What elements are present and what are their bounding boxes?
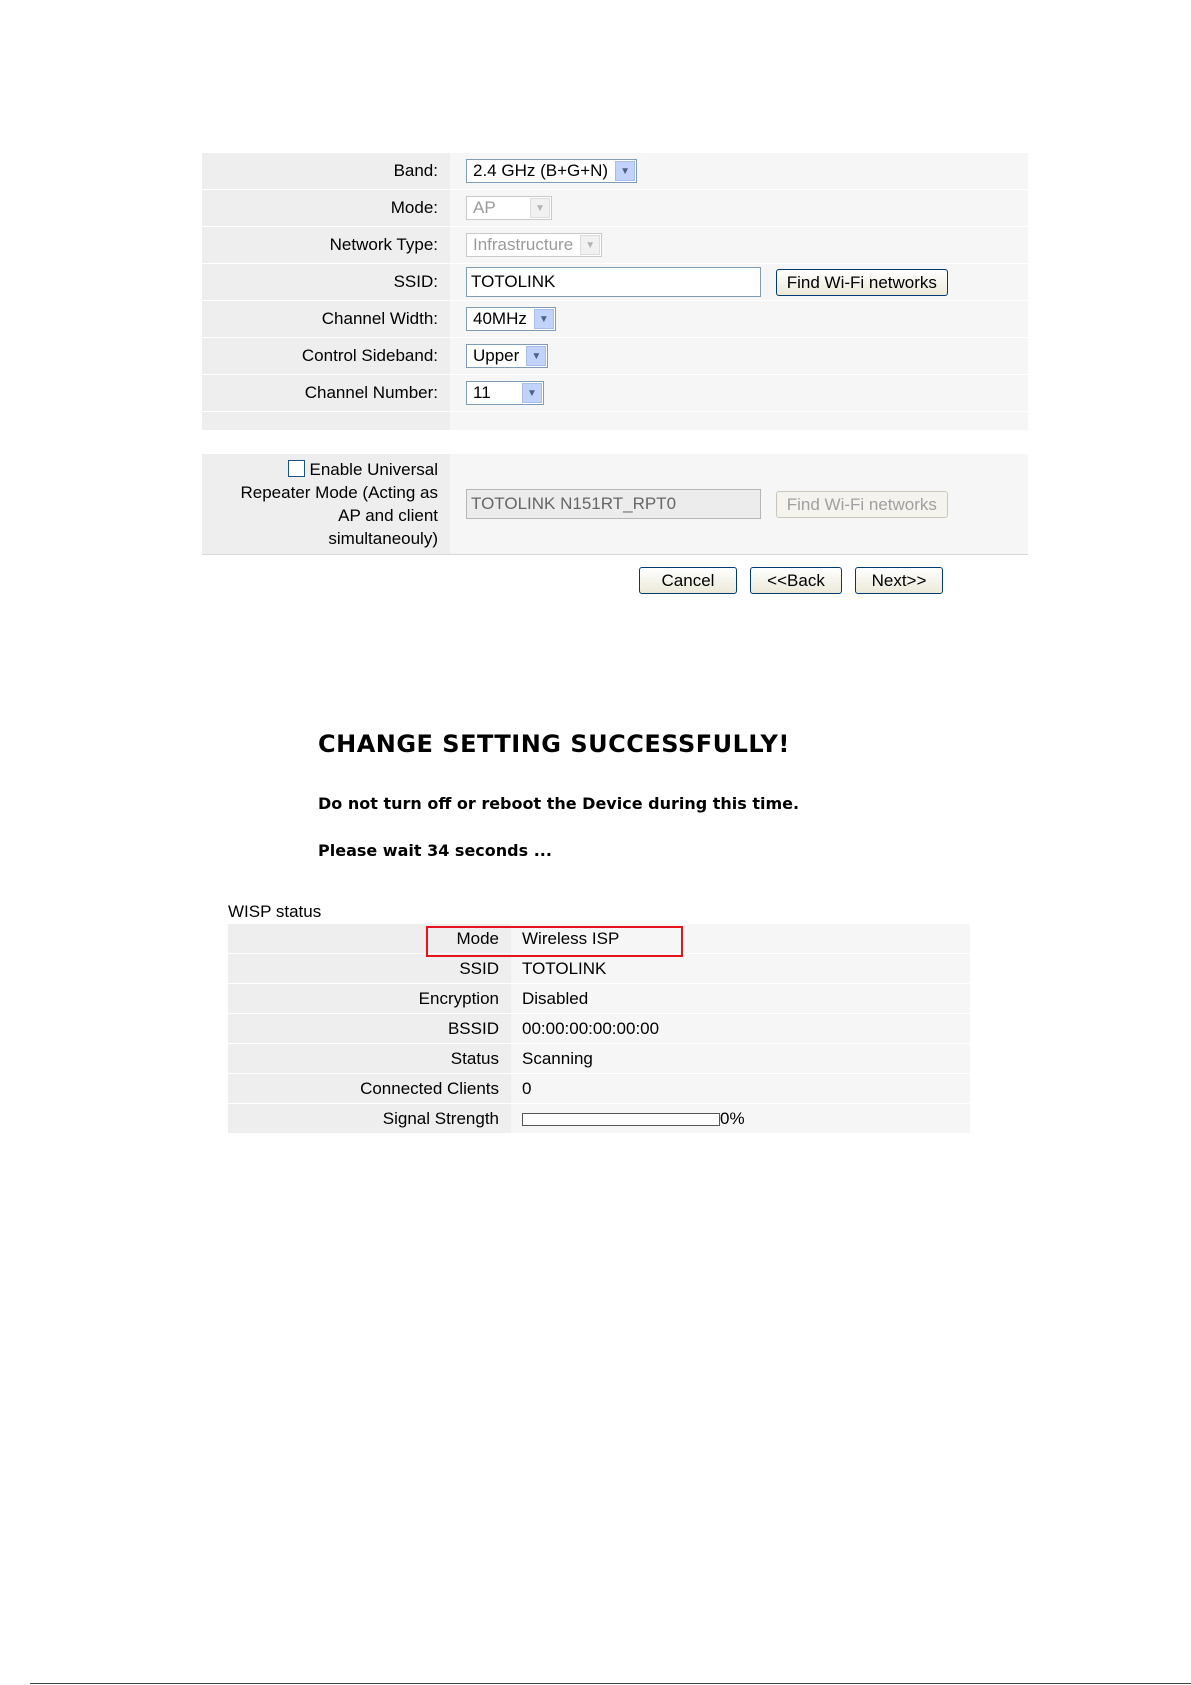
channel-number-row (202, 375, 1028, 412)
chevron-down-icon: ▼ (530, 198, 550, 218)
channel-width-select-value: 40MHz (473, 309, 527, 328)
wisp-status-row (228, 954, 970, 984)
mode-label: Mode: (202, 190, 450, 227)
repeater-label-line3: AP and client (338, 506, 438, 525)
chevron-down-icon: ▼ (522, 383, 542, 403)
back-button[interactable]: <<Back (750, 567, 842, 594)
control-sideband-select-value: Upper (473, 346, 520, 365)
wisp-status-value: 00:00:00:00:00:00 (511, 1014, 970, 1044)
channel-number-label: Channel Number: (202, 375, 450, 412)
channel-number-select-value: 11 (473, 383, 491, 402)
mode-highlight-box (426, 926, 683, 957)
wisp-status-row (228, 1074, 970, 1104)
next-button[interactable]: Next>> (855, 567, 943, 594)
wisp-status-label: Connected Clients (228, 1074, 511, 1104)
wisp-status-label: BSSID (228, 1014, 511, 1044)
mode-select-value: AP (473, 198, 496, 217)
signal-strength-label: Signal Strength (228, 1104, 511, 1134)
repeater-find-wifi-networks-button: Find Wi-Fi networks (776, 491, 948, 518)
page-bottom-rule (30, 1683, 1191, 1684)
wisp-status-row (228, 1014, 970, 1044)
wisp-status-label: SSID (228, 954, 511, 984)
band-row (202, 153, 1028, 190)
wisp-status-value: 0 (511, 1074, 970, 1104)
wisp-status-value: Scanning (511, 1044, 970, 1074)
chevron-down-icon: ▼ (615, 161, 635, 181)
wisp-status-value: Wireless ISP (511, 924, 970, 954)
chevron-down-icon: ▼ (526, 346, 546, 366)
network-type-select (466, 233, 602, 257)
universal-repeater-row (202, 454, 1028, 555)
mode-row (202, 190, 1028, 227)
countdown-message: Please wait 34 seconds ... (318, 841, 552, 860)
channel-width-label: Channel Width: (202, 301, 450, 338)
find-wifi-networks-button[interactable]: Find Wi-Fi networks (776, 269, 948, 296)
repeater-label-line1: Enable Universal (309, 460, 438, 479)
chevron-down-icon: ▼ (534, 309, 554, 329)
channel-width-select[interactable] (466, 307, 556, 331)
network-type-row (202, 227, 1028, 264)
warning-message: Do not turn off or reboot the Device during this time. (318, 794, 800, 813)
band-select-value: 2.4 GHz (B+G+N) (473, 161, 609, 180)
repeater-label-line2: Repeater Mode (Acting as (240, 483, 438, 502)
mode-select (466, 196, 552, 220)
universal-repeater-checkbox[interactable] (288, 460, 305, 477)
signal-strength-bar (522, 1113, 720, 1126)
network-type-label: Network Type: (202, 227, 450, 264)
signal-strength-percent: 0% (720, 1108, 745, 1128)
wisp-status-value: Disabled (511, 984, 970, 1014)
wisp-status-row (228, 1044, 970, 1074)
channel-number-select[interactable] (466, 381, 544, 405)
ssid-input[interactable]: TOTOLINK (466, 267, 761, 297)
band-label: Band: (202, 153, 450, 190)
wisp-status-label: Encryption (228, 984, 511, 1014)
spacer-row (202, 412, 1028, 431)
repeater-ssid-input: TOTOLINK N151RT_RPT0 (466, 489, 761, 519)
wisp-status-label: Mode (228, 924, 511, 954)
chevron-down-icon: ▼ (580, 235, 600, 255)
ssid-label: SSID: (202, 264, 450, 301)
cancel-button[interactable]: Cancel (639, 567, 737, 594)
ssid-row (202, 264, 1028, 301)
wisp-status-row (228, 984, 970, 1014)
signal-strength-row (228, 1104, 970, 1134)
band-select[interactable] (466, 159, 637, 183)
wireless-settings-form (202, 153, 1028, 555)
control-sideband-select[interactable] (466, 344, 548, 368)
network-type-select-value: Infrastructure (473, 235, 574, 254)
divider (202, 431, 1028, 454)
repeater-label-line4: simultaneouly) (328, 529, 438, 548)
channel-width-row (202, 301, 1028, 338)
success-title: CHANGE SETTING SUCCESSFULLY! (318, 730, 790, 758)
wisp-status-caption: WISP status (228, 902, 322, 921)
wisp-status-label: Status (228, 1044, 511, 1074)
control-sideband-row (202, 338, 1028, 375)
wisp-status-value: TOTOLINK (511, 954, 970, 984)
control-sideband-label: Control Sideband: (202, 338, 450, 375)
